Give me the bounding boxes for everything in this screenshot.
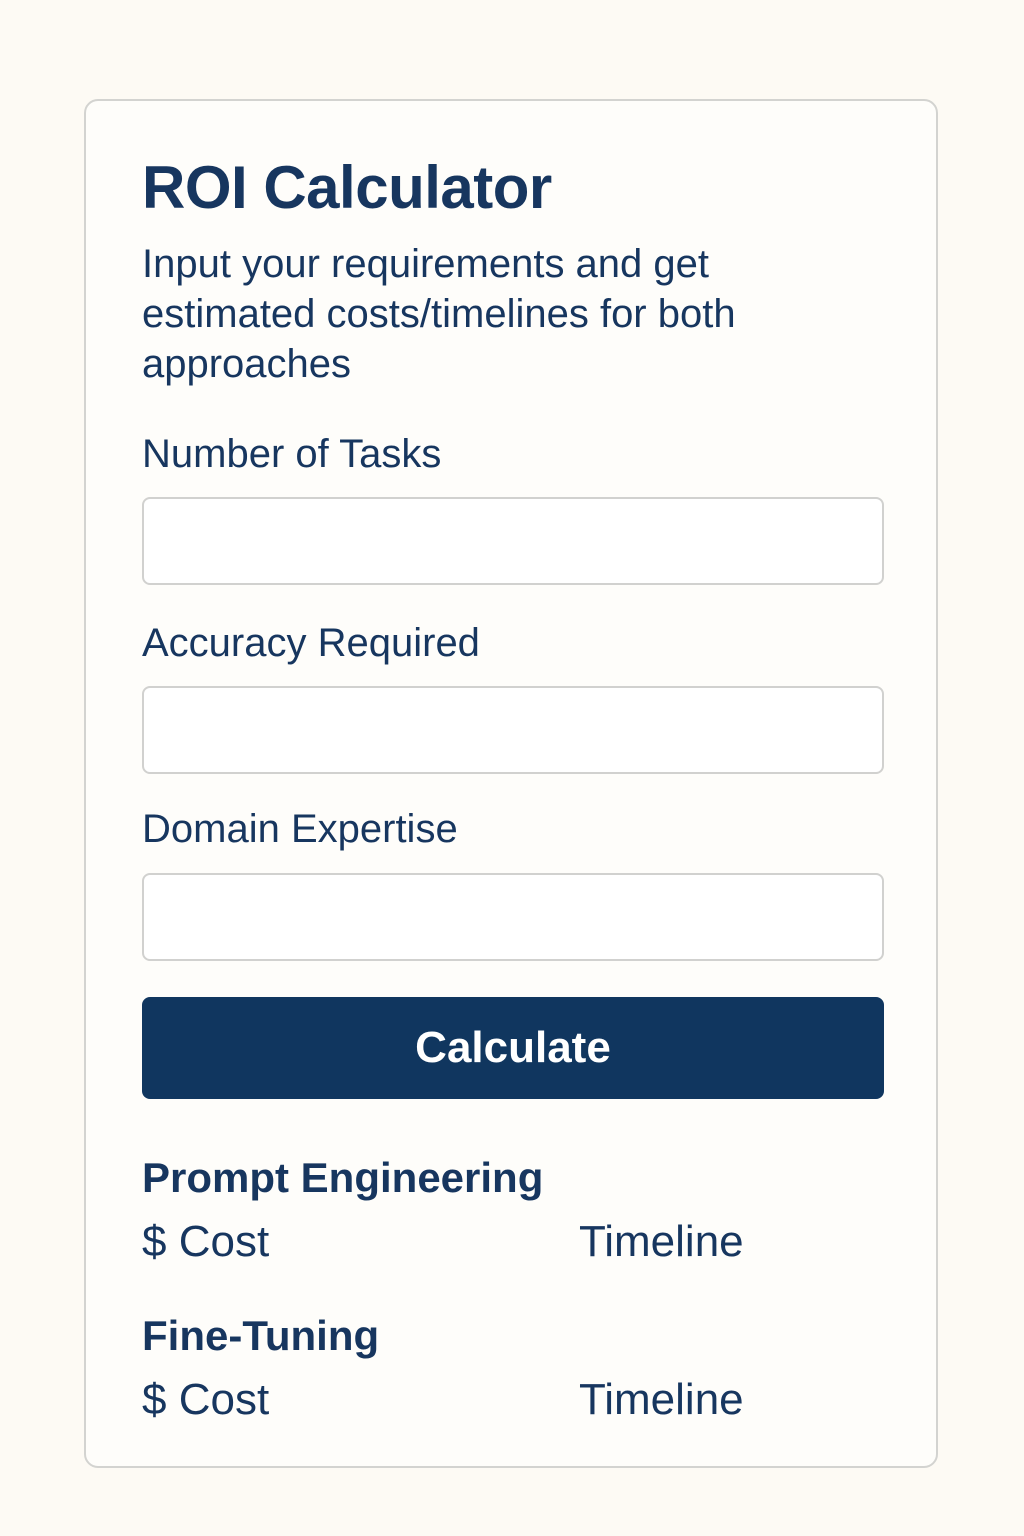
page-title: ROI Calculator	[142, 154, 552, 221]
domain-expertise-input[interactable]	[142, 873, 884, 961]
roi-calculator-card	[84, 99, 938, 1468]
number-of-tasks-label: Number of Tasks	[142, 432, 442, 476]
page-subtitle: Input your requirements and get estimated costs/timelines for both approaches	[142, 242, 736, 386]
calculate-button[interactable]: Calculate	[142, 997, 884, 1099]
fine-tuning-title: Fine-Tuning	[142, 1312, 380, 1359]
prompt-engineering-title: Prompt Engineering	[142, 1154, 544, 1201]
prompt-engineering-timeline: Timeline	[579, 1217, 744, 1266]
domain-expertise-label: Domain Expertise	[142, 807, 458, 851]
prompt-engineering-cost: $ Cost	[142, 1217, 270, 1266]
accuracy-required-label: Accuracy Required	[142, 621, 480, 665]
accuracy-required-input[interactable]	[142, 686, 884, 774]
fine-tuning-cost: $ Cost	[142, 1375, 270, 1424]
fine-tuning-timeline: Timeline	[579, 1375, 744, 1424]
number-of-tasks-input[interactable]	[142, 497, 884, 585]
